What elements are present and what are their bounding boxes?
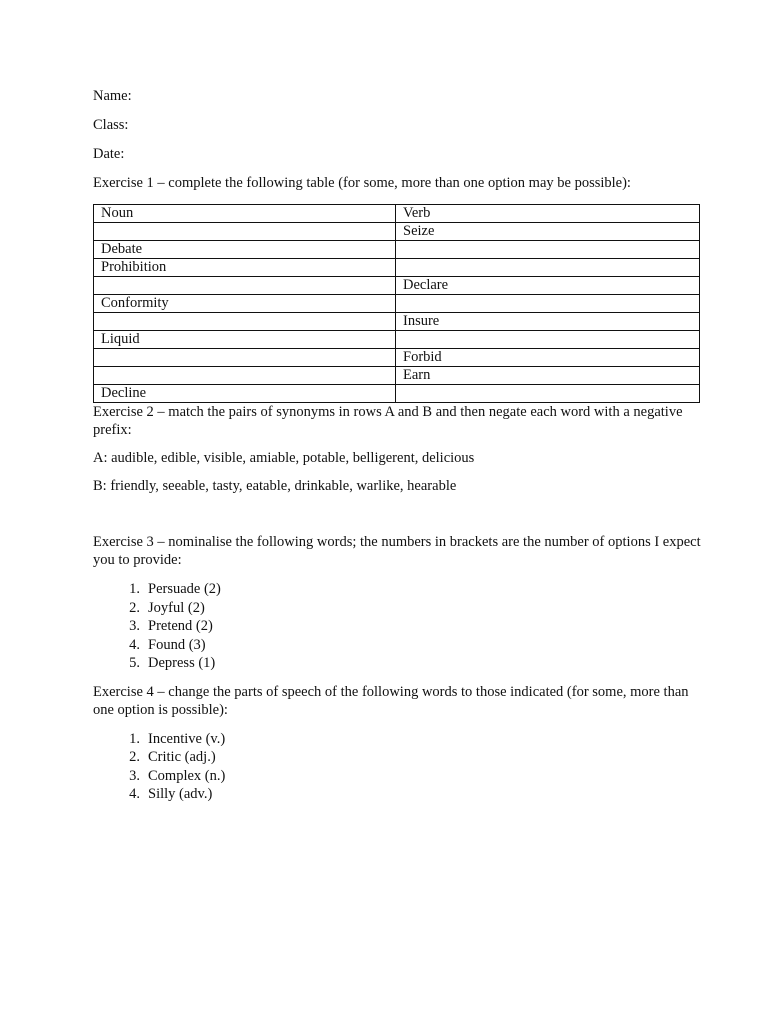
list-text: Joyful (2) xyxy=(148,599,205,616)
verb-cell[interactable]: Insure xyxy=(396,313,700,331)
list-item xyxy=(93,599,703,618)
table-row xyxy=(94,367,700,385)
column-header-verb: Verb xyxy=(396,205,700,223)
exercise1-table xyxy=(93,204,700,403)
list-text: Complex (n.) xyxy=(148,767,226,784)
noun-cell[interactable] xyxy=(94,313,396,331)
verb-cell[interactable]: Seize xyxy=(396,223,700,241)
table-header-row xyxy=(94,205,700,223)
list-number: 1. xyxy=(129,730,140,747)
noun-cell[interactable] xyxy=(94,349,396,367)
name-label: Name: xyxy=(93,88,132,104)
list-number: 3. xyxy=(129,618,140,634)
list-item xyxy=(93,748,703,767)
noun-cell[interactable]: Debate xyxy=(94,241,396,259)
verb-cell[interactable] xyxy=(396,259,700,277)
date-label: Date: xyxy=(93,146,125,162)
list-number: 1. xyxy=(129,581,140,597)
exercise1-title: Exercise 1 – complete the following table (for some, more than one option may be possible): xyxy=(93,175,631,191)
noun-cell[interactable]: Prohibition xyxy=(94,259,396,277)
table-row xyxy=(94,277,700,295)
list-text: Pretend (2) xyxy=(148,618,213,634)
list-number: 5. xyxy=(129,655,140,671)
verb-cell[interactable] xyxy=(396,331,700,349)
exercise2-row-a: A: audible, edible, visible, amiable, potable, belligerent, delicious xyxy=(93,450,475,466)
list-text: Silly (adv.) xyxy=(148,786,213,802)
table-row xyxy=(94,313,700,331)
list-item xyxy=(93,730,703,749)
list-item xyxy=(93,617,703,636)
table-row xyxy=(94,223,700,241)
list-number: 2. xyxy=(129,749,140,765)
verb-cell[interactable]: Earn xyxy=(396,367,700,385)
noun-cell[interactable] xyxy=(94,223,396,241)
noun-cell[interactable] xyxy=(94,367,396,385)
noun-cell[interactable] xyxy=(94,277,396,295)
list-number: 3. xyxy=(129,767,140,784)
list-item xyxy=(93,580,703,599)
table-row xyxy=(94,241,700,259)
list-text: Incentive (v.) xyxy=(148,730,226,747)
table-row xyxy=(94,295,700,313)
noun-cell[interactable]: Decline xyxy=(94,385,396,403)
table-row xyxy=(94,259,700,277)
verb-cell[interactable] xyxy=(396,385,700,403)
verb-cell[interactable] xyxy=(396,295,700,313)
verb-cell[interactable]: Forbid xyxy=(396,349,700,367)
list-text: Critic (adj.) xyxy=(148,749,216,765)
table-row xyxy=(94,349,700,367)
list-text: Depress (1) xyxy=(148,655,216,671)
verb-cell[interactable]: Declare xyxy=(396,277,700,295)
list-text: Found (3) xyxy=(148,636,206,653)
exercise4-list xyxy=(93,730,703,804)
exercise3-list xyxy=(93,580,703,673)
list-item xyxy=(93,785,703,804)
class-label: Class: xyxy=(93,117,129,133)
noun-cell[interactable]: Liquid xyxy=(94,331,396,349)
list-number: 4. xyxy=(129,786,140,802)
table-row xyxy=(94,385,700,403)
exercise3-title: Exercise 3 – nominalise the following words; the numbers in brackets are the number of options I expect you to provide: xyxy=(93,534,701,568)
list-number: 4. xyxy=(129,636,140,653)
table-row xyxy=(94,331,700,349)
list-item xyxy=(93,636,703,655)
verb-cell[interactable] xyxy=(396,241,700,259)
noun-cell[interactable]: Conformity xyxy=(94,295,396,313)
list-item xyxy=(93,654,703,673)
worksheet xyxy=(93,87,703,814)
list-number: 2. xyxy=(129,599,140,616)
exercise2-row-b: B: friendly, seeable, tasty, eatable, drinkable, warlike, hearable xyxy=(93,478,457,494)
list-item xyxy=(93,767,703,786)
exercise2-title: Exercise 2 – match the pairs of synonyms in rows A and B and then negate each word with a negative prefix: xyxy=(93,404,683,438)
column-header-noun: Noun xyxy=(94,205,396,223)
exercise4-title: Exercise 4 – change the parts of speech of the following words to those indicated (for some, more than one option is possible): xyxy=(93,683,689,718)
list-text: Persuade (2) xyxy=(148,581,221,597)
